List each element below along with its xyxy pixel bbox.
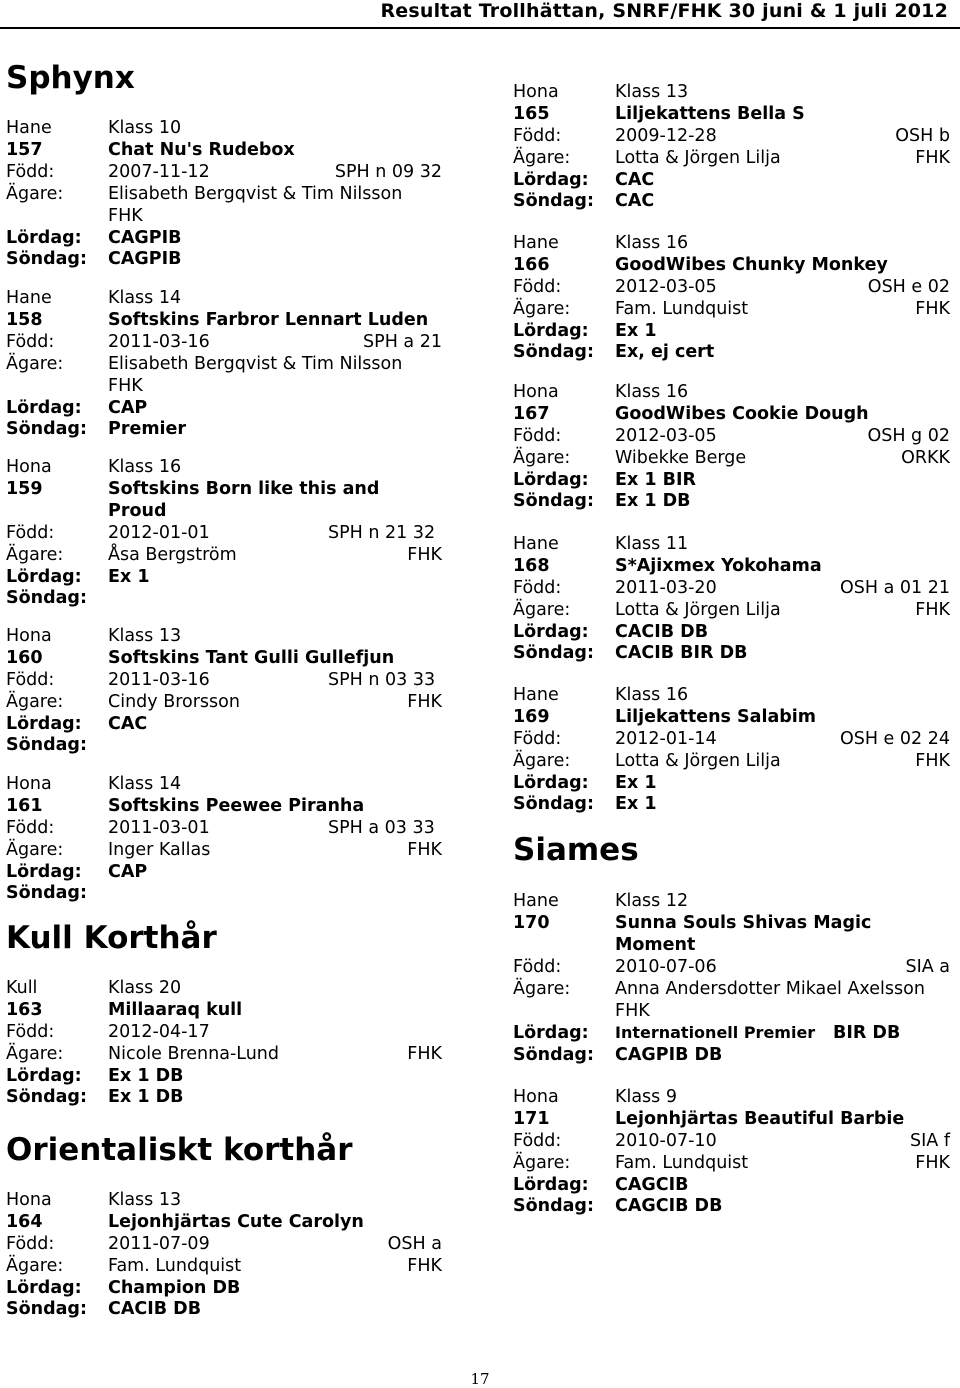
- cat-name: Lejonhjärtas Beautiful Barbie: [615, 1109, 905, 1129]
- cat-name-line1: Softskins Born like this and: [108, 479, 380, 499]
- lordag-result: CAGCIB: [615, 1175, 689, 1195]
- lordag-label: Lördag:: [513, 773, 589, 793]
- cat-name: GoodWibes Cookie Dough: [615, 404, 869, 424]
- entry-number: 157: [6, 140, 43, 160]
- lordag-label: Lördag:: [513, 470, 589, 490]
- sondag-result: CAGCIB DB: [615, 1196, 723, 1216]
- owner: Elisabeth Bergqvist & Tim Nilsson: [108, 184, 403, 204]
- entry-158: [6, 287, 442, 439]
- entry-number: 161: [6, 796, 43, 816]
- sex: Kull: [6, 978, 38, 998]
- breed-code: SIA a: [905, 957, 950, 977]
- breed-code: OSH e 02 24: [839, 729, 950, 749]
- lordag-label: Lördag:: [6, 228, 82, 248]
- klass: Klass 13: [108, 1190, 182, 1210]
- lordag-result: CAP: [108, 398, 148, 418]
- club: FHK: [108, 376, 143, 396]
- owner: Lotta & Jörgen Lilja: [615, 148, 781, 168]
- lordag-label: Lördag:: [513, 321, 589, 341]
- sondag-result: Premier: [108, 419, 187, 439]
- sondag-label: Söndag:: [513, 643, 594, 663]
- entry-number: 164: [6, 1212, 43, 1232]
- entry-167: [513, 381, 950, 511]
- agare-label: Ägare:: [513, 299, 571, 319]
- agare-label: Ägare:: [6, 184, 64, 204]
- breed-code: SPH n 21 32: [328, 523, 436, 543]
- birth-date: 2011-03-01: [108, 818, 210, 838]
- club: FHK: [915, 600, 950, 620]
- breed-code: OSH a: [387, 1234, 442, 1254]
- cat-name: Millaaraq kull: [108, 1000, 243, 1020]
- sondag-result: Ex, ej cert: [615, 342, 715, 362]
- klass: Klass 13: [108, 626, 182, 646]
- birth-date: 2011-03-16: [108, 332, 210, 352]
- klass: Klass 16: [615, 233, 689, 253]
- lordag-label: Lördag:: [6, 1278, 82, 1298]
- sex: Hane: [513, 534, 559, 554]
- cat-name: GoodWibes Chunky Monkey: [615, 255, 888, 275]
- club: FHK: [915, 1153, 950, 1173]
- entry-164: [6, 1189, 442, 1319]
- lordag-result: CAGPIB: [108, 228, 182, 248]
- sondag-label: Söndag:: [513, 794, 594, 814]
- owner: Fam. Lundquist: [108, 1256, 242, 1276]
- club: FHK: [407, 1256, 442, 1276]
- agare-label: Ägare:: [513, 448, 571, 468]
- klass: Klass 20: [108, 978, 182, 998]
- agare-label: Ägare:: [6, 692, 64, 712]
- lordag-label: Lördag:: [513, 622, 589, 642]
- birth-date: 2007-11-12: [108, 162, 210, 182]
- fodd-label: Född:: [513, 426, 562, 446]
- sondag-label: Söndag:: [513, 1196, 594, 1216]
- entry-168: [513, 533, 950, 663]
- club: FHK: [915, 751, 950, 771]
- fodd-label: Född:: [6, 523, 55, 543]
- agare-label: Ägare:: [6, 1256, 64, 1276]
- birth-date: 2009-12-28: [615, 126, 717, 146]
- breed-code: SPH n 09 32: [334, 162, 442, 182]
- klass: Klass 14: [108, 774, 182, 794]
- club: FHK: [915, 148, 950, 168]
- sondag-label: Söndag:: [6, 588, 87, 608]
- sex: Hane: [513, 685, 559, 705]
- fodd-label: Född:: [513, 1131, 562, 1151]
- entry-163: [6, 977, 442, 1107]
- sex: Hona: [6, 457, 52, 477]
- sondag-label: Söndag:: [6, 883, 87, 903]
- sondag-result: Ex 1: [615, 794, 657, 814]
- owner: Fam. Lundquist: [615, 299, 749, 319]
- cat-name: Liljekattens Bella S: [615, 104, 805, 124]
- birth-date: 2011-07-09: [108, 1234, 210, 1254]
- lordag-result: CAP: [108, 862, 148, 882]
- lordag-result: Ex 1 BIR: [615, 470, 696, 490]
- entry-number: 169: [513, 707, 550, 727]
- lordag-label: Lördag:: [6, 714, 82, 734]
- breed-code: OSH e 02: [867, 277, 950, 297]
- fodd-label: Född:: [513, 729, 562, 749]
- page-header: Resultat Trollhättan, SNRF/FHK 30 juni & 1 juli 2012: [380, 0, 948, 22]
- owner: Åsa Bergström: [108, 545, 237, 565]
- cat-name: Softskins Peewee Piranha: [108, 796, 365, 816]
- sex: Hane: [6, 118, 52, 138]
- agare-label: Ägare:: [513, 600, 571, 620]
- sondag-label: Söndag:: [6, 735, 87, 755]
- owner: Fam. Lundquist: [615, 1153, 749, 1173]
- agare-label: Ägare:: [513, 751, 571, 771]
- club: FHK: [615, 1001, 650, 1021]
- sex: Hona: [6, 1190, 52, 1210]
- lordag-label: Lördag:: [513, 1175, 589, 1195]
- sondag-label: Söndag:: [6, 1299, 87, 1319]
- club: ORKK: [901, 448, 950, 468]
- birth-date: 2012-03-05: [615, 426, 717, 446]
- sondag-label: Söndag:: [6, 1087, 87, 1107]
- agare-label: Ägare:: [6, 354, 64, 374]
- entry-169: [513, 684, 950, 814]
- breed-code: OSH a 01 21: [840, 578, 950, 598]
- sondag-label: Söndag:: [6, 419, 87, 439]
- entry-number: 167: [513, 404, 550, 424]
- entry-number: 163: [6, 1000, 43, 1020]
- breed-code: SPH a 03 33: [328, 818, 435, 838]
- owner: Elisabeth Bergqvist & Tim Nilsson: [108, 354, 403, 374]
- entry-number: 158: [6, 310, 43, 330]
- sex: Hona: [513, 82, 559, 102]
- lordag-result: Ex 1: [615, 773, 657, 793]
- klass: Klass 14: [108, 288, 182, 308]
- sondag-result: CAC: [615, 191, 655, 211]
- entry-number: 159: [6, 479, 43, 499]
- entry-number: 171: [513, 1109, 550, 1129]
- page-number: 17: [470, 1370, 490, 1388]
- owner: Lotta & Jörgen Lilja: [615, 751, 781, 771]
- section-title-sphynx: Sphynx: [6, 60, 135, 96]
- sondag-label: Söndag:: [513, 1045, 594, 1065]
- klass: Klass 16: [615, 685, 689, 705]
- entry-number: 170: [513, 913, 550, 933]
- club: FHK: [915, 299, 950, 319]
- fodd-label: Född:: [513, 957, 562, 977]
- fodd-label: Född:: [6, 332, 55, 352]
- breed-code: OSH g 02: [867, 426, 950, 446]
- agare-label: Ägare:: [513, 979, 571, 999]
- lordag-label: Lördag:: [6, 1066, 82, 1086]
- cat-name-line2: Proud: [108, 501, 167, 521]
- birth-date: 2012-01-14: [615, 729, 717, 749]
- cat-name: Softskins Tant Gulli Gullefjun: [108, 648, 395, 668]
- agare-label: Ägare:: [6, 1044, 64, 1064]
- lordag-result: Ex 1: [615, 321, 657, 341]
- owner: Anna Andersdotter Mikael Axelsson: [615, 979, 925, 999]
- lordag-result: Internationell Premier: [615, 1023, 816, 1042]
- entry-number: 160: [6, 648, 43, 668]
- fodd-label: Född:: [513, 277, 562, 297]
- klass: Klass 12: [615, 891, 689, 911]
- entry-165: [513, 81, 950, 211]
- sondag-result: Ex 1 DB: [108, 1087, 184, 1107]
- entry-number: 165: [513, 104, 550, 124]
- club: FHK: [407, 840, 442, 860]
- lordag-label: Lördag:: [513, 170, 589, 190]
- agare-label: Ägare:: [6, 840, 64, 860]
- sex: Hane: [513, 233, 559, 253]
- cat-name-line2: Moment: [615, 935, 696, 955]
- lordag-result: Ex 1: [108, 567, 150, 587]
- klass: Klass 16: [615, 382, 689, 402]
- lordag-result: Champion DB: [108, 1278, 241, 1298]
- fodd-label: Född:: [6, 818, 55, 838]
- cat-name: Softskins Farbror Lennart Luden: [108, 310, 429, 330]
- entry-161: [6, 773, 442, 903]
- cat-name-line1: Sunna Souls Shivas Magic: [615, 913, 872, 933]
- birth-date: 2011-03-16: [108, 670, 210, 690]
- sondag-label: Söndag:: [513, 191, 594, 211]
- entry-171: [513, 1086, 950, 1216]
- lordag-label: Lördag:: [6, 862, 82, 882]
- owner: Wibekke Berge: [615, 448, 747, 468]
- birth-date: 2010-07-06: [615, 957, 717, 977]
- fodd-label: Född:: [513, 578, 562, 598]
- birth-date: 2012-03-05: [615, 277, 717, 297]
- sondag-label: Söndag:: [6, 249, 87, 269]
- birth-date: 2011-03-20: [615, 578, 717, 598]
- sondag-label: Söndag:: [513, 491, 594, 511]
- agare-label: Ägare:: [513, 148, 571, 168]
- klass: Klass 16: [108, 457, 182, 477]
- klass: Klass 9: [615, 1087, 677, 1107]
- entry-157: [6, 117, 442, 269]
- sondag-result: CACIB BIR DB: [615, 643, 748, 663]
- lordag-result: CACIB DB: [615, 622, 709, 642]
- sex: Hona: [6, 774, 52, 794]
- cat-name: Lejonhjärtas Cute Carolyn: [108, 1212, 364, 1232]
- cat-name: Chat Nu's Rudebox: [108, 140, 295, 160]
- owner: Cindy Brorsson: [108, 692, 240, 712]
- cat-name: S*Ajixmex Yokohama: [615, 556, 822, 576]
- birth-date: 2010-07-10: [615, 1131, 717, 1151]
- fodd-label: Född:: [6, 1022, 55, 1042]
- sex: Hane: [6, 288, 52, 308]
- section-title-siames: Siames: [513, 832, 639, 868]
- owner: Nicole Brenna-Lund: [108, 1044, 280, 1064]
- sex: Hane: [513, 891, 559, 911]
- klass: Klass 11: [615, 534, 689, 554]
- owner: Lotta & Jörgen Lilja: [615, 600, 781, 620]
- sex: Hona: [513, 382, 559, 402]
- club: FHK: [407, 545, 442, 565]
- lordag-label: Lördag:: [6, 398, 82, 418]
- fodd-label: Född:: [513, 126, 562, 146]
- lordag-result: Ex 1 DB: [108, 1066, 184, 1086]
- section-title-orientaliskt-korthar: Orientaliskt korthår: [6, 1132, 353, 1168]
- entry-number: 166: [513, 255, 550, 275]
- lordag-result: CAC: [108, 714, 148, 734]
- agare-label: Ägare:: [513, 1153, 571, 1173]
- section-title-kull-korthar: Kull Korthår: [6, 920, 217, 956]
- sondag-result: CAGPIB DB: [615, 1045, 723, 1065]
- agare-label: Ägare:: [6, 545, 64, 565]
- lordag-result-extra: BIR DB: [833, 1023, 901, 1043]
- klass: Klass 10: [108, 118, 182, 138]
- sondag-result: CAGPIB: [108, 249, 182, 269]
- club: FHK: [407, 1044, 442, 1064]
- owner: Inger Kallas: [108, 840, 211, 860]
- klass: Klass 13: [615, 82, 689, 102]
- entry-166: [513, 232, 950, 362]
- header-rule: [0, 27, 960, 29]
- lordag-label: Lördag:: [513, 1023, 589, 1043]
- sondag-result: Ex 1 DB: [615, 491, 691, 511]
- lordag-result: CAC: [615, 170, 655, 190]
- entry-159: [6, 456, 442, 608]
- fodd-label: Född:: [6, 162, 55, 182]
- lordag-label: Lördag:: [6, 567, 82, 587]
- sondag-result: CACIB DB: [108, 1299, 202, 1319]
- entry-170: [513, 890, 950, 1066]
- sex: Hona: [6, 626, 52, 646]
- breed-code: SIA f: [910, 1131, 950, 1151]
- breed-code: OSH b: [895, 126, 950, 146]
- breed-code: SPH n 03 33: [328, 670, 436, 690]
- birth-date: 2012-04-17: [108, 1022, 210, 1042]
- birth-date: 2012-01-01: [108, 523, 210, 543]
- cat-name: Liljekattens Salabim: [615, 707, 817, 727]
- fodd-label: Född:: [6, 1234, 55, 1254]
- sex: Hona: [513, 1087, 559, 1107]
- entry-160: [6, 625, 442, 755]
- club: FHK: [108, 206, 143, 226]
- entry-number: 168: [513, 556, 550, 576]
- sondag-label: Söndag:: [513, 342, 594, 362]
- fodd-label: Född:: [6, 670, 55, 690]
- breed-code: SPH a 21: [363, 332, 442, 352]
- club: FHK: [407, 692, 442, 712]
